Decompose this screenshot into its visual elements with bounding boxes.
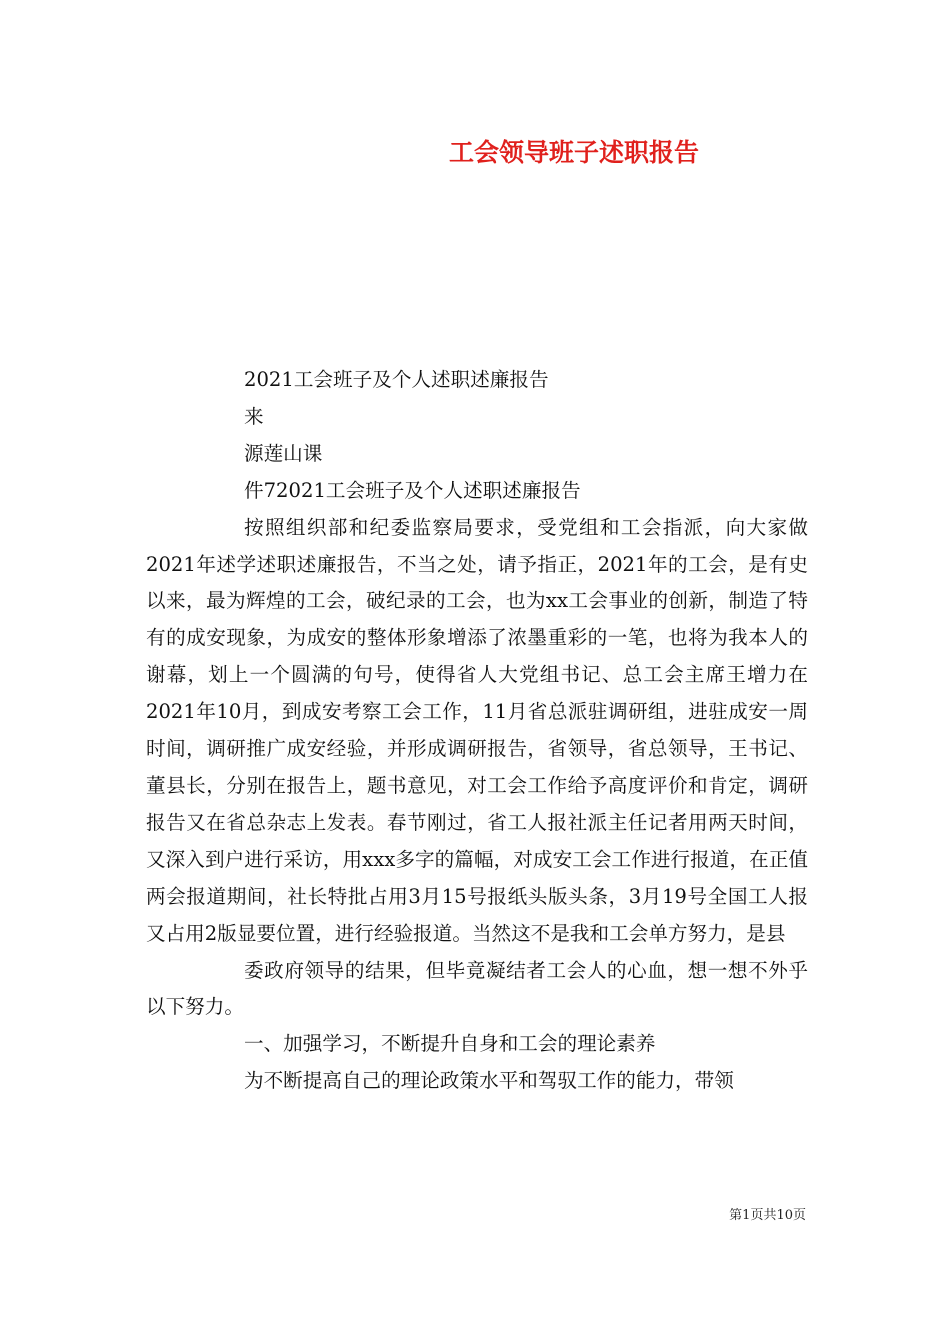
body-paragraph: 2021工会班子及个人述职述廉报告	[244, 368, 549, 391]
body-paragraph: 按照组织部和纪委监察局要求，受党组和工会指派，向大家做2021年述学述职述廉报告，不当之处，请予指正，2021年的工会，是有史以来，最为辉煌的工会，破纪录的工会，也为xx工会事业的创新，制造了特有的成安现象，为成安的整体形象增添了浓墨重彩的一笔，也将为我本人的谢幕，划上一个圆满的句号，使得省人大党组书记、总工会主席王增力在2021年10月，到成安考察工会工作，11月省总派驻调研组，进驻成安一周时间，调研推广成安经验，并形成调研报告，省领导，省总领导，王书记、董县长，分别在报告上，题书意见，对工会工作给予高度评价和肯定，调研报告又在省总杂志上发表。春节刚过，省工人报社派主任记者用两天时间，又深入到户进行采访，用xxx多字的篇幅，对成安工会工作进行报道，在正值两会报道期间，社长特批占用3月15号报纸头版头条，3月19号全国工人报又占用2版显要位置，进行经验报道。当然这不是我和工会单方努力，是县	[146, 515, 808, 945]
body-paragraph: 委政府领导的结果，但毕竟凝结者工会人的心血，想一想不外乎以下努力。	[146, 958, 808, 1019]
section-heading: 一、加强学习，不断提升自身和工会的理论素养	[244, 1032, 656, 1056]
document-body	[146, 362, 808, 1100]
body-paragraph: 件72021工会班子及个人述职述廉报告	[244, 478, 581, 502]
body-paragraph: 源莲山课	[244, 441, 323, 465]
body-paragraph: 来	[244, 404, 264, 428]
document-title: 工会领导班子述职报告	[449, 138, 700, 167]
page-number-footer: 第1页共10页	[729, 1208, 806, 1223]
body-paragraph: 为不断提高自己的理论政策水平和驾驭工作的能力，带领	[244, 1069, 734, 1093]
